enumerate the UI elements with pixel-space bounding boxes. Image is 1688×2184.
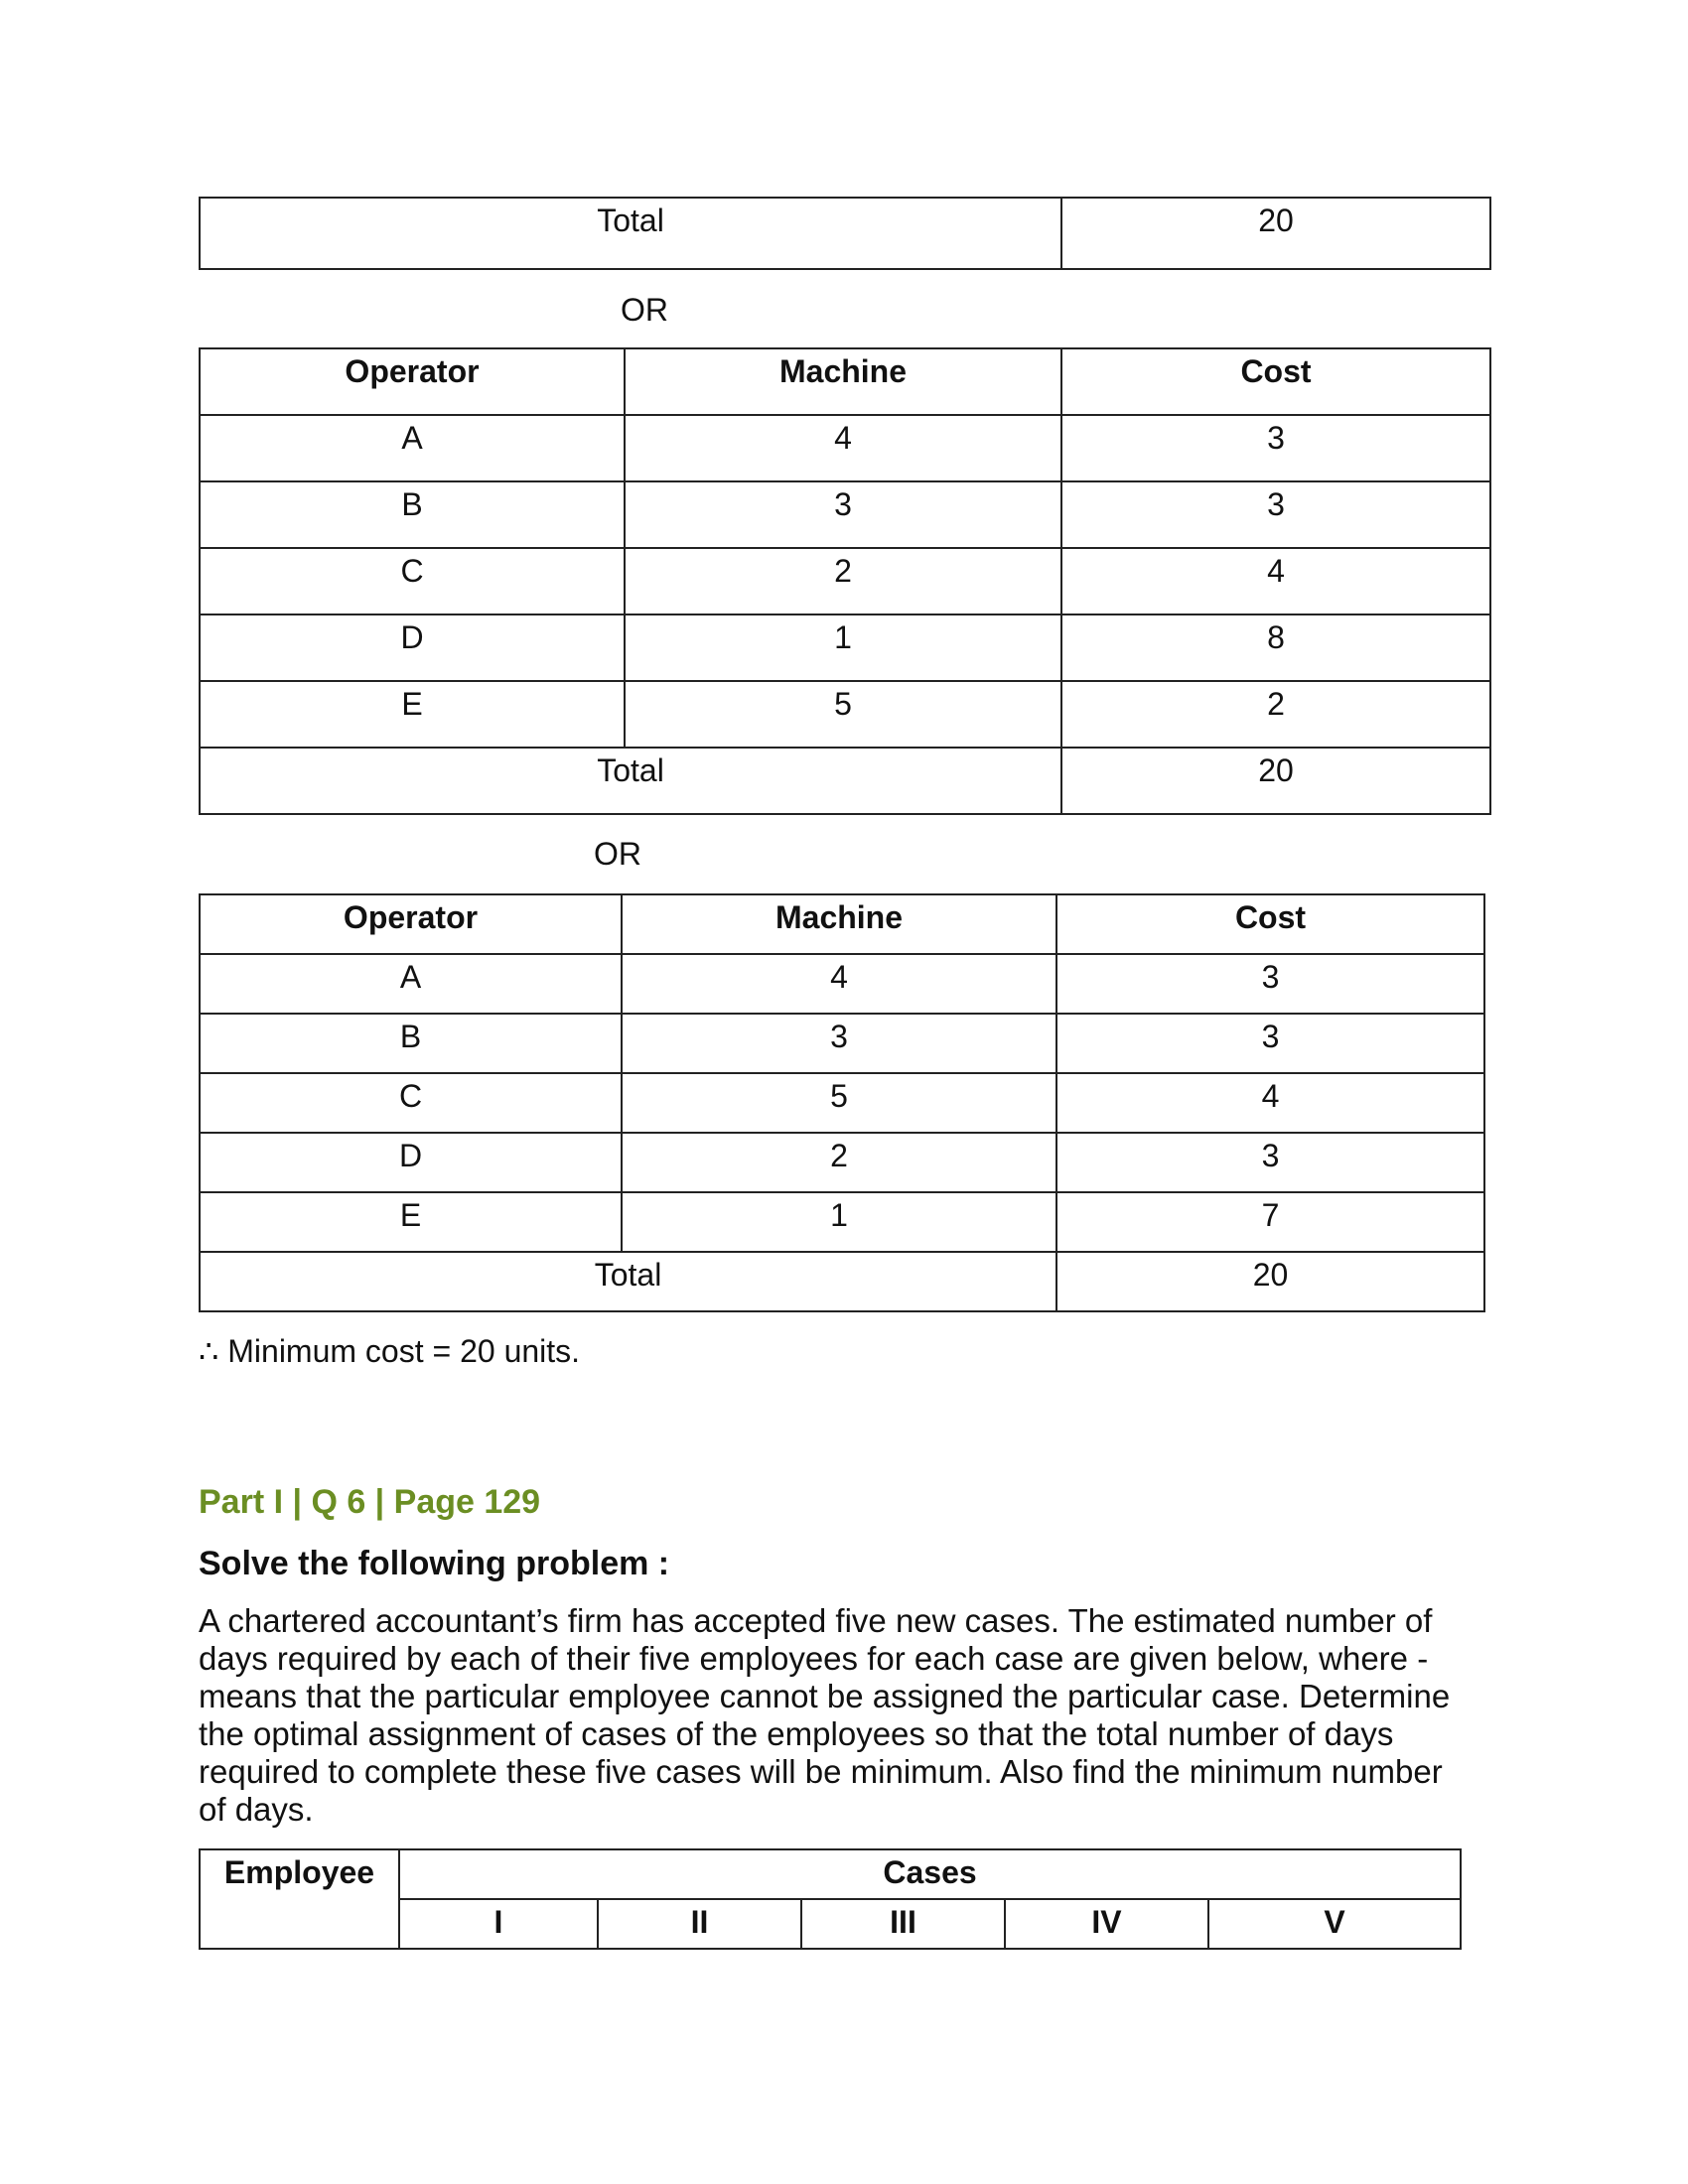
- problem-line: the optimal assignment of cases of the employees so that the total number of days: [199, 1715, 1394, 1752]
- total-label: Total: [200, 748, 1061, 814]
- header-cost: Cost: [1056, 894, 1484, 954]
- cell: B: [200, 1014, 622, 1073]
- total-row: [200, 1252, 1484, 1311]
- case-label: V: [1208, 1899, 1461, 1949]
- cell: 2: [1061, 681, 1490, 748]
- total-label: Total: [200, 1252, 1056, 1311]
- problem-title: Solve the following problem :: [199, 1545, 670, 1582]
- table-row: [200, 1192, 1484, 1252]
- cell: 3: [1056, 1014, 1484, 1073]
- cell: C: [200, 548, 625, 614]
- section-heading: Part I | Q 6 | Page 129: [199, 1483, 541, 1521]
- cell: 4: [1061, 548, 1490, 614]
- problem-line: days required by each of their five employees for each case are given below, where -: [199, 1640, 1429, 1677]
- case-label: II: [598, 1899, 801, 1949]
- case-label: I: [399, 1899, 598, 1949]
- cell: 3: [1061, 481, 1490, 548]
- cell: 1: [622, 1192, 1056, 1252]
- cell: 2: [622, 1133, 1056, 1192]
- or-separator: OR: [621, 292, 668, 328]
- cell: C: [200, 1073, 622, 1133]
- cell: 7: [1056, 1192, 1484, 1252]
- cell: 3: [625, 481, 1061, 548]
- cell: 3: [622, 1014, 1056, 1073]
- cell: E: [200, 681, 625, 748]
- table-row: [200, 1014, 1484, 1073]
- cell: A: [200, 954, 622, 1014]
- table-row: [200, 481, 1490, 548]
- or-separator: OR: [594, 836, 641, 872]
- case-label: IV: [1005, 1899, 1208, 1949]
- cell: D: [200, 614, 625, 681]
- top-total-table: [199, 197, 1491, 270]
- cell: 2: [625, 548, 1061, 614]
- header-cases: Cases: [399, 1849, 1461, 1899]
- problem-line: means that the particular employee cannot be assigned the particular case. Determine: [199, 1678, 1451, 1714]
- cell: 3: [1061, 415, 1490, 481]
- cell: 8: [1061, 614, 1490, 681]
- problem-text: [199, 1602, 1499, 1829]
- case-label: III: [801, 1899, 1005, 1949]
- assignment-table-2: [199, 893, 1485, 1312]
- cell: 3: [1056, 954, 1484, 1014]
- problem-line: A chartered accountant’s firm has accepted five new cases. The estimated number of: [199, 1602, 1433, 1639]
- cell: 3: [1056, 1133, 1484, 1192]
- total-value: 20: [1061, 198, 1490, 269]
- problem-line: required to complete these five cases will be minimum. Also find the minimum number: [199, 1753, 1443, 1790]
- cell: B: [200, 481, 625, 548]
- header-employee: Employee: [200, 1849, 399, 1949]
- table-row: [200, 548, 1490, 614]
- cell: 5: [625, 681, 1061, 748]
- cell: A: [200, 415, 625, 481]
- table-row: [200, 415, 1490, 481]
- table-row: [200, 1133, 1484, 1192]
- total-row: [200, 748, 1490, 814]
- cell: 1: [625, 614, 1061, 681]
- cell: D: [200, 1133, 622, 1192]
- table-row: [200, 614, 1490, 681]
- table-row: [200, 681, 1490, 748]
- table-row: [200, 1073, 1484, 1133]
- total-value: 20: [1056, 1252, 1484, 1311]
- table-row: [200, 954, 1484, 1014]
- header-machine: Machine: [622, 894, 1056, 954]
- cell: 4: [625, 415, 1061, 481]
- assignment-table-1: [199, 347, 1491, 815]
- total-value: 20: [1061, 748, 1490, 814]
- cell: 5: [622, 1073, 1056, 1133]
- total-label: Total: [200, 198, 1061, 269]
- cell: 4: [622, 954, 1056, 1014]
- cell: E: [200, 1192, 622, 1252]
- header-operator: Operator: [200, 894, 622, 954]
- header-cost: Cost: [1061, 348, 1490, 415]
- header-machine: Machine: [625, 348, 1061, 415]
- cases-table: [199, 1848, 1462, 1950]
- problem-line: of days.: [199, 1791, 314, 1828]
- cell: 4: [1056, 1073, 1484, 1133]
- header-operator: Operator: [200, 348, 625, 415]
- minimum-cost-note: ∴ Minimum cost = 20 units.: [199, 1333, 581, 1369]
